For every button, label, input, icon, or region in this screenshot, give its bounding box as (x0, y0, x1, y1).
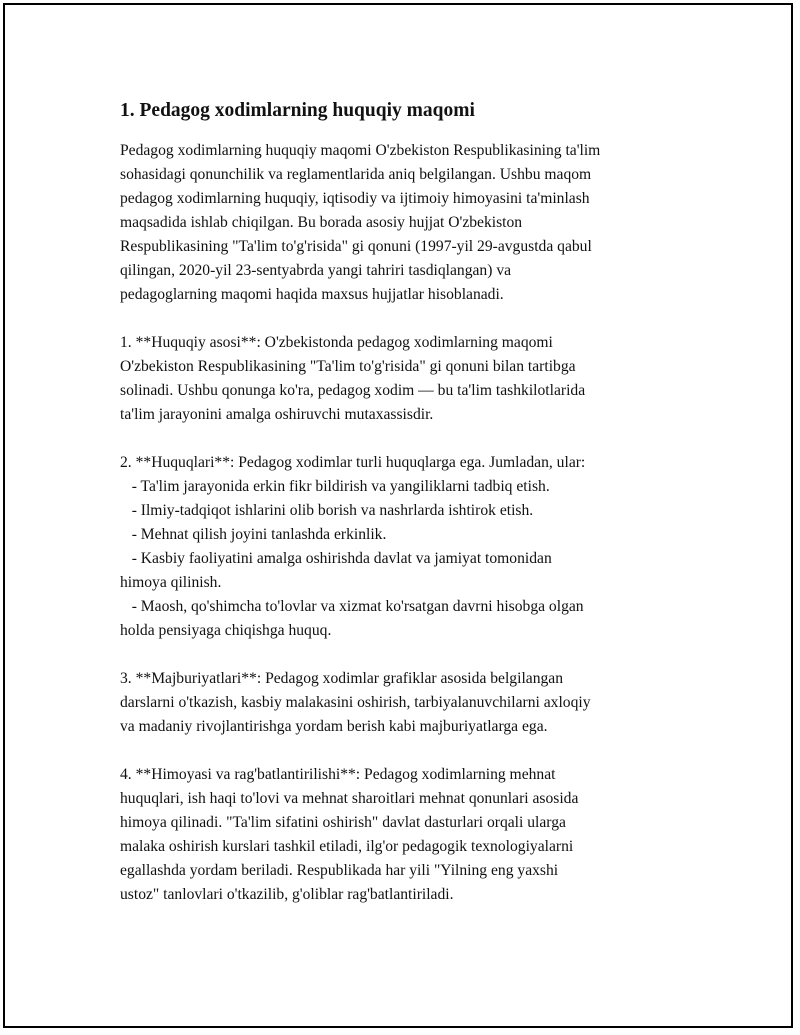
rights-list-item-continuation: himoya qilinish. (120, 574, 222, 591)
legal-basis-line: ta'lim jarayonini amalga oshiruvchi mutaxassisdir. (120, 406, 434, 423)
section-heading: 1. Pedagog xodimlarning huquqiy maqomi (120, 100, 475, 121)
legal-basis-paragraph (120, 331, 690, 427)
protection-line: malaka oshirish kurslari tashkil etiladi, ilg'or pedagogik texnologiyalarni (120, 838, 574, 855)
protection-line: egallashda yordam beriladi. Respublikada har yili "Yilning eng yaxshi (120, 862, 559, 879)
page-frame (3, 3, 793, 1028)
protection-line: himoya qilinadi. "Ta'lim sifatini oshirish" davlat dasturlari orqali ularga (120, 814, 566, 831)
obligations-line: darslarni o'tkazish, kasbiy malakasini oshirish, tarbiyalanuvchilarni axloqiy (120, 694, 591, 711)
legal-basis-line: O'zbekiston Respublikasining "Ta'lim to'g'risida" gi qonuni bilan tartibga (120, 358, 576, 375)
rights-list-item: - Maosh, qo'shimcha to'lovlar va xizmat ko'rsatgan davrni hisobga olgan (120, 598, 584, 615)
protection-paragraph (120, 763, 690, 907)
intro-line: pedagog xodimlarning huquqiy, iqtisodiy va ijtimoiy himoyasini ta'minlash (120, 190, 590, 207)
rights-paragraph (120, 451, 690, 643)
intro-paragraph (120, 139, 690, 307)
rights-list-item-continuation: holda pensiyaga chiqishga huquq. (120, 622, 332, 639)
intro-line: maqsadida ishlab chiqilgan. Bu borada asosiy hujjat O'zbekiston (120, 214, 523, 231)
intro-line: Respublikasining "Ta'lim to'g'risida" gi qonuni (1997-yil 29-avgustda qabul (120, 238, 592, 255)
legal-basis-line: 1. **Huquqiy asosi**: O'zbekistonda pedagog xodimlarning maqomi (120, 334, 553, 351)
protection-line: 4. **Himoyasi va rag'batlantirilishi**: Pedagog xodimlarning mehnat (120, 766, 556, 783)
rights-list-item: - Kasbiy faoliyatini amalga oshirishda davlat va jamiyat tomonidan (120, 550, 552, 567)
intro-line: pedagoglarning maqomi haqida maxsus hujjatlar hisoblanadi. (120, 286, 504, 303)
intro-line: Pedagog xodimlarning huquqiy maqomi O'zbekiston Respublikasining ta'lim (120, 142, 601, 159)
document-body (120, 97, 690, 907)
obligations-line: 3. **Majburiyatlari**: Pedagog xodimlar grafiklar asosida belgilangan (120, 670, 564, 687)
obligations-line: va madaniy rivojlantirishga yordam berish kabi majburiyatlarga ega. (120, 718, 548, 735)
rights-list-item: - Ilmiy-tadqiqot ishlarini olib borish va nashrlarda ishtirok etish. (120, 502, 534, 519)
obligations-paragraph (120, 667, 690, 739)
protection-line: huquqlari, ish haqi to'lovi va mehnat sharoitlari mehnat qonunlari asosida (120, 790, 579, 807)
rights-line: 2. **Huquqlari**: Pedagog xodimlar turli huquqlarga ega. Jumladan, ular: (120, 454, 586, 471)
legal-basis-line: solinadi. Ushbu qonunga ko'ra, pedagog xodim — bu ta'lim tashkilotlarida (120, 382, 586, 399)
intro-line: qilingan, 2020-yil 23-sentyabrda yangi tahriri tasdiqlangan) va (120, 262, 512, 279)
protection-line: ustoz" tanlovlari o'tkazilib, g'oliblar rag'batlantiriladi. (120, 886, 454, 903)
rights-list-item: - Mehnat qilish joyini tanlashda erkinlik. (120, 526, 387, 543)
intro-line: sohasidagi qonunchilik va reglamentlarida aniq belgilangan. Ushbu maqom (120, 166, 592, 183)
rights-list-item: - Ta'lim jarayonida erkin fikr bildirish va yangiliklarni tadbiq etish. (120, 478, 550, 495)
